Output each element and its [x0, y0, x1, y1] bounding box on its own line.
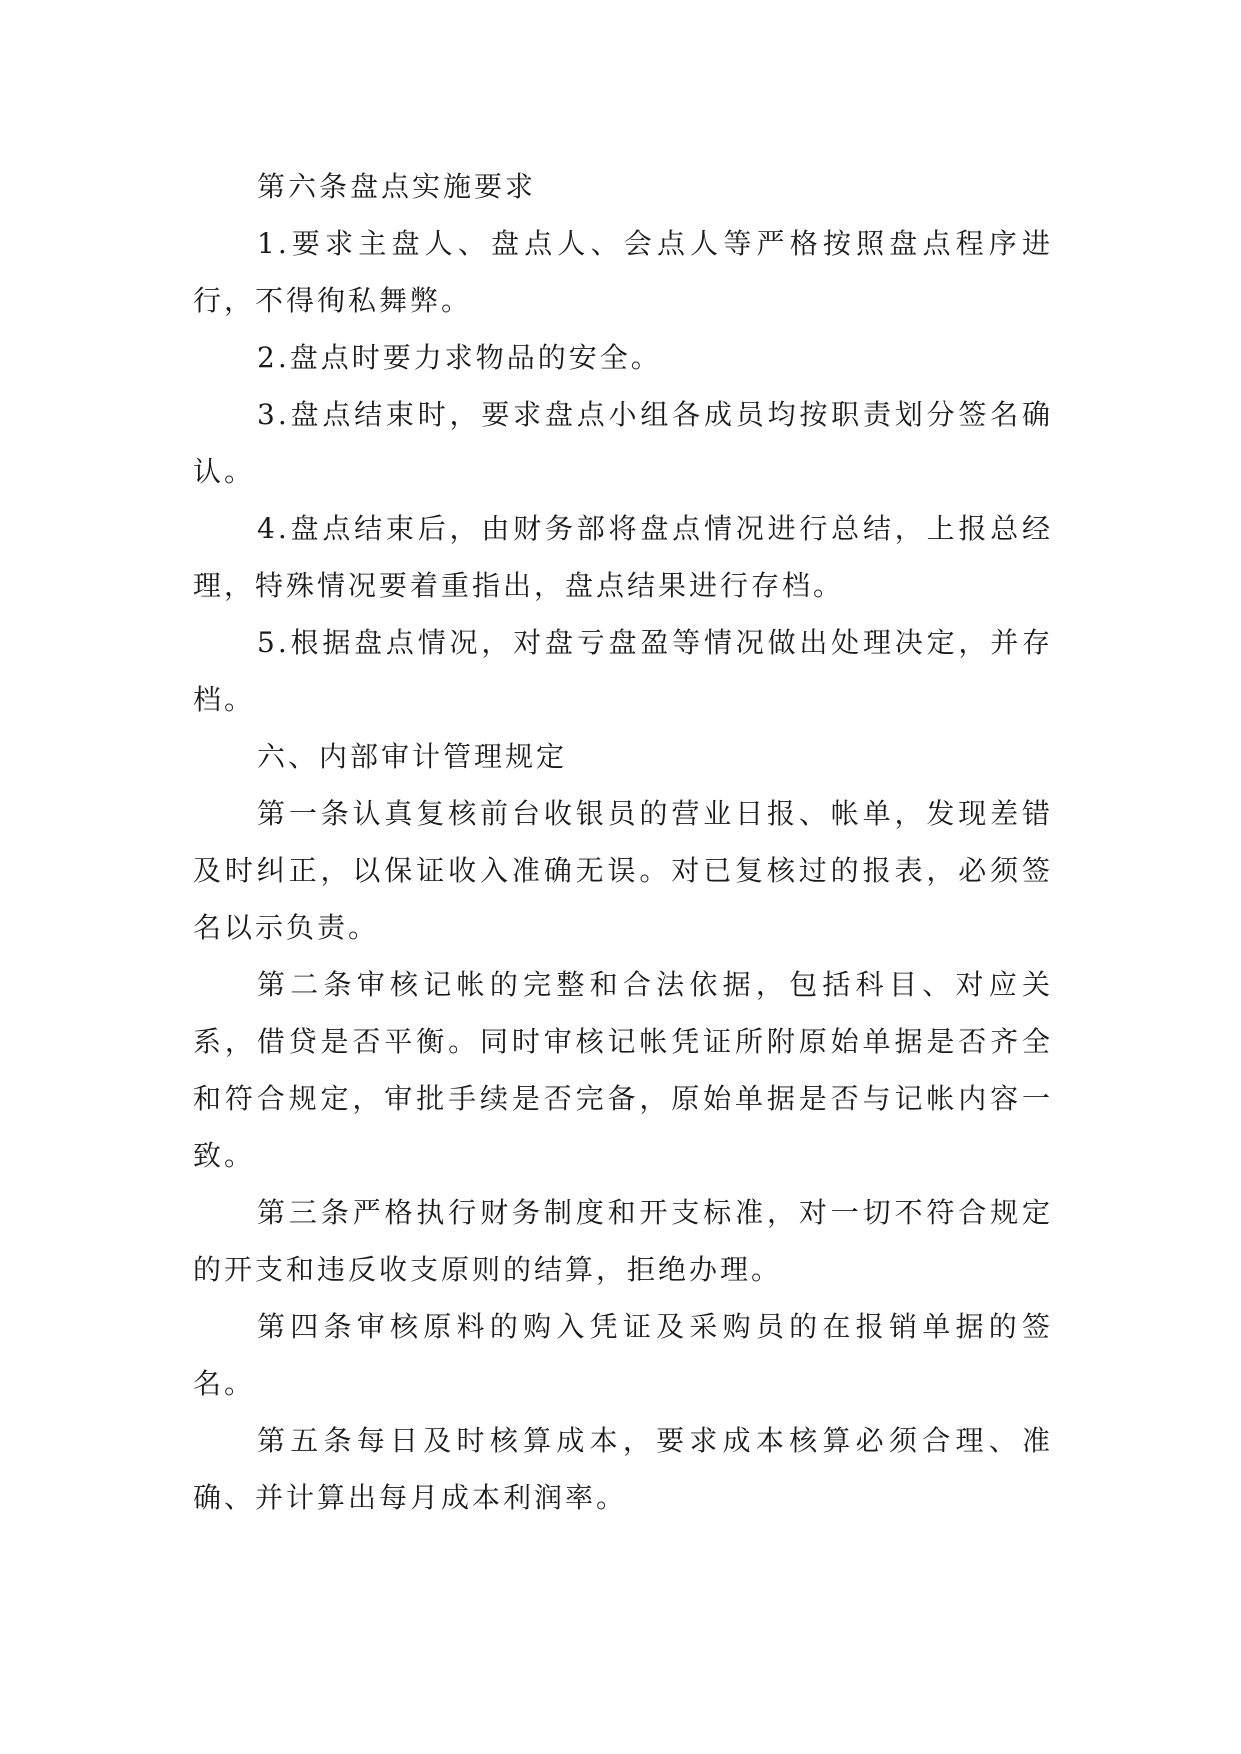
paragraph-item-4: 4.盘点结束后，由财务部将盘点情况进行总结，上报总经理，特殊情况要着重指出，盘点结果进行存档。	[193, 512, 1053, 602]
section-heading-internal-audit: 六、内部审计管理规定	[257, 740, 568, 773]
paragraph-item-5: 5.根据盘点情况，对盘亏盘盈等情况做出处理决定，并存档。	[193, 626, 1053, 716]
document-body	[193, 158, 1053, 1526]
paragraph-article-2: 第二条审核记帐的完整和合法依据，包括科目、对应关系，借贷是否平衡。同时审核记帐凭证所附原始单据是否齐全和符合规定，审批手续是否完备，原始单据是否与记帐内容一致。	[193, 968, 1053, 1172]
heading-article-6-inventory-requirements: 第六条盘点实施要求	[257, 170, 537, 203]
paragraph-article-4: 第四条审核原料的购入凭证及采购员的在报销单据的签名。	[193, 1310, 1053, 1400]
paragraph-article-5: 第五条每日及时核算成本，要求成本核算必须合理、准确、并计算出每月成本利润率。	[193, 1424, 1053, 1514]
paragraph-article-1: 第一条认真复核前台收银员的营业日报、帐单，发现差错及时纠正，以保证收入准确无误。对已复核过的报表，必须签名以示负责。	[193, 797, 1053, 944]
paragraph-article-3: 第三条严格执行财务制度和开支标准，对一切不符合规定的开支和违反收支原则的结算，拒绝办理。	[193, 1196, 1053, 1286]
paragraph-item-1: 1.要求主盘人、盘点人、会点人等严格按照盘点程序进行，不得徇私舞弊。	[193, 227, 1053, 317]
paragraph-item-3: 3.盘点结束时，要求盘点小组各成员均按职责划分签名确认。	[193, 398, 1053, 488]
paragraph-item-2: 2.盘点时要力求物品的安全。	[257, 341, 662, 374]
